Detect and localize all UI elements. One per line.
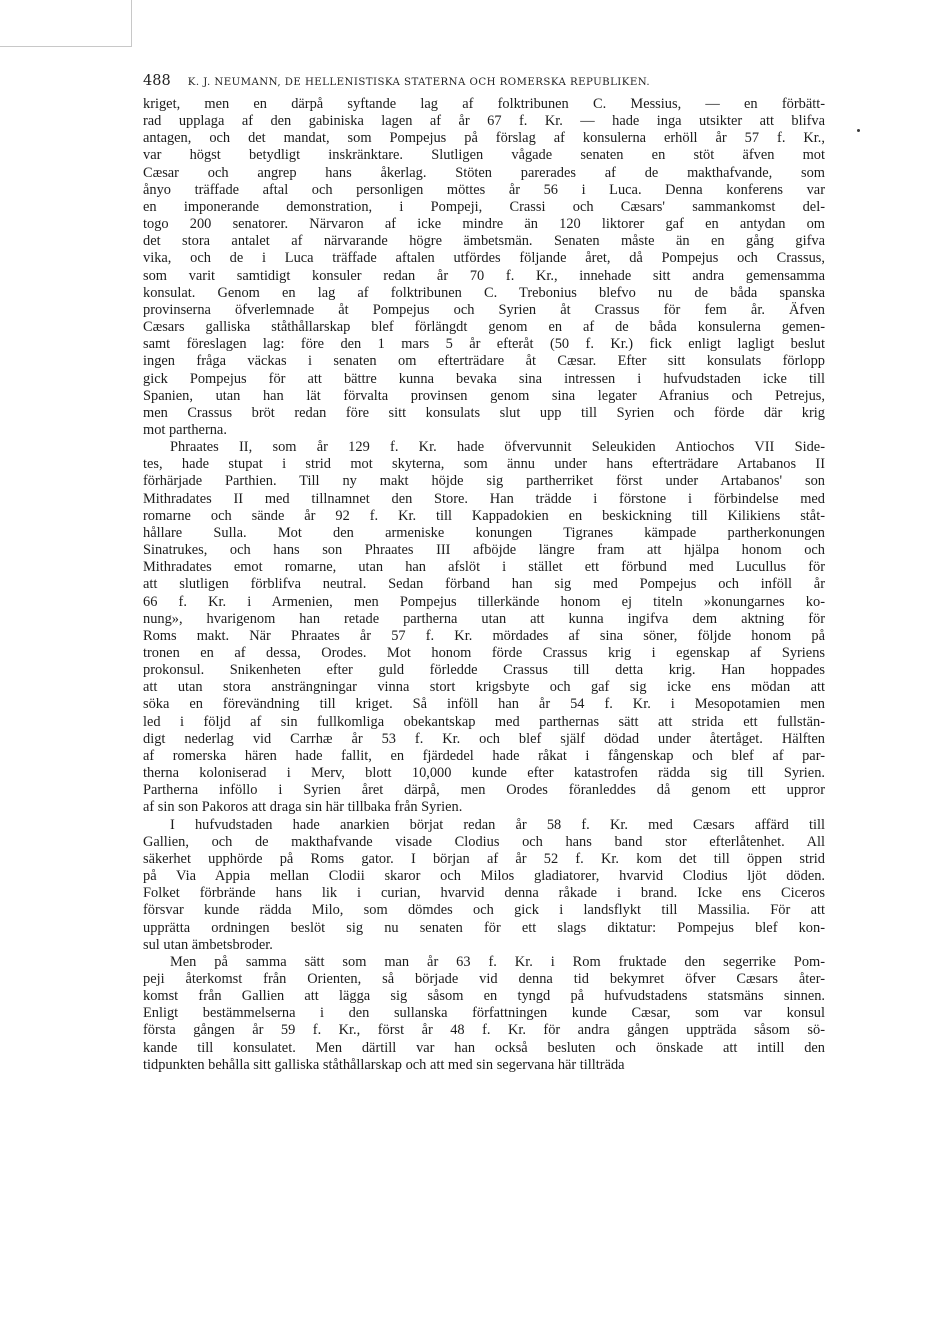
text-line: Cæsars galliska ståthållarskap blef förlängdt genom en af de båda konsulerna gemen-	[143, 319, 825, 336]
text-line: antagen, och det mandat, som Pompejus på förslag af konsulerna erhöll år 57 f. Kr.,	[143, 130, 825, 147]
text-line: säkerhet upphörde på Roms gator. I början af år 52 f. Kr. kom det till öppen strid	[143, 850, 825, 867]
text-line: Gallien, och de makthafvande visade Clodius och hans band stor efterlåtenhet. All	[143, 833, 825, 850]
text-line: tes, hade stupat i strid mot skyterna, som ännu under hans efterträdare Artabanos II	[143, 456, 825, 473]
text-line: samt föreslagen lag: före den 1 mars 5 år efteråt (50 f. Kr.) fick enligt lagligt beslut	[143, 336, 825, 353]
text-line: konsulat. Genom en lag af folktribunen C. Trebonius blefvo nu de båda spanska	[143, 284, 825, 301]
text-line: led i följd af sin fullkomliga obekantskap med parthernas sätt att strida ett fullstän-	[143, 713, 825, 730]
text-line: men Crassus bröt redan före sitt konsulats slut upp till Syrien och förde där krig	[143, 404, 825, 421]
text-line: af romerska hären hade fallit, en fjärdedel hade råkat i fångenskap och blef af par-	[143, 747, 825, 764]
scan-speck	[857, 129, 860, 132]
paragraph	[143, 817, 825, 954]
text-line: Enligt bestämmelserna i den sullanska författningen kunde Cæsar, som var konsul	[143, 1005, 825, 1022]
text-line: Sinatrukes, och hans son Phraates III afböjde längre fram att hjälpa honom och	[143, 542, 825, 559]
text-line: peji återkomst från Orienten, så började vid denna tid bekymret öfver Cæsars åter-	[143, 970, 825, 987]
scan-frame-edge	[0, 0, 132, 47]
text-line: Spanien, utan han lät förvalta provinsen genom sina legater Afranius och Petrejus,	[143, 387, 825, 404]
text-line: på Via Appia mellan Clodii skaror och Milos gladiatorer, hvarvid Clodius ljöt döden.	[143, 868, 825, 885]
text-line: rad upplaga af den gabiniska lagen af år 67 f. Kr. — hade inga utsikter att blifva	[143, 113, 825, 130]
text-line: Mithradates II med tillnamnet den Store. Han trädde i förstone i förbindelse med	[143, 490, 825, 507]
page-number: 488	[143, 73, 171, 89]
text-line: förhärjade Parthien. Till ny makt höjde sig partherriket först under Artabanos' son	[143, 473, 825, 490]
paragraph	[143, 96, 825, 439]
text-line: tidpunkten behålla sitt galliska ståthållarskap och att med sin segervana här tillträda	[143, 1056, 625, 1073]
text-line: söka en förevändning till kriget. Så inföll han år 54 f. Kr. i Mesopotamien men	[143, 696, 825, 713]
paragraph	[143, 439, 825, 816]
text-line: Men på samma sätt som man år 63 f. Kr. i Rom fruktade den segerrike Pom-	[170, 953, 825, 970]
text-line: att utan stora ansträngningar vinna stort krigsbyte och gaf sig icke ens mödan att	[143, 679, 825, 696]
text-line: Phraates II, som år 129 f. Kr. hade öfvervunnit Seleukiden Antiochos VII Side-	[170, 439, 825, 456]
text-line: romarne och sände år 92 f. Kr. till Kappadokien en beskickning till Kilikiens ståt-	[143, 507, 825, 524]
text-line: togo 200 senatorer. Närvaron af icke mindre än 120 liktorer gaf en antydan om	[143, 216, 825, 233]
text-line: ånyo träffade aftal och personligen möttes år 56 i Luca. Denna konferens var	[143, 181, 825, 198]
text-line: en imponerande demonstration, i Pompeji, Crassi och Cæsars' sammankomst del-	[143, 198, 825, 215]
text-line: upprätta ordningen beslöt sig nu senaten för ett slags diktatur: Pompejus blef kon-	[143, 919, 825, 936]
text-line: sul utan ämbetsbroder.	[143, 936, 273, 953]
text-line: försvar kunde rädda Milo, som dömdes och gick i landsflykt till Massilia. För att	[143, 902, 825, 919]
page-header	[143, 70, 828, 89]
text-line: I hufvudstaden hade anarkien börjat redan år 58 f. Kr. med Cæsars affärd till	[170, 816, 825, 833]
text-line: det stora antalet af närvarande högre ämbetsmän. Senaten måste än en gång gifva	[143, 233, 825, 250]
text-line: kande till konsulatet. Men därtill var han också besluten och önskade att intill den	[143, 1039, 825, 1056]
text-line: Mithradates emot romarne, utan han afslöt i stället ett förbund med Lucullus för	[143, 559, 825, 576]
text-line: som varit samtidigt konsuler redan år 70 f. Kr., innehade sitt andra gemensamma	[143, 267, 825, 284]
text-line: ingen fråga väckas i senaten om efterträdare åt Cæsar. Efter sitt konsulats förlopp	[143, 353, 825, 370]
text-line: Roms makt. När Phraates år 57 f. Kr. mördades af sina söner, följde honom på	[143, 627, 825, 644]
text-line: tronen en af dessa, Orodes. Mot honom förde Crassus krig i egenskap af Syriens	[143, 645, 825, 661]
text-line: kriget, men en därpå syftande lag af folktribunen C. Messius, — en förbätt-	[143, 96, 825, 112]
text-line: Cæsar och angrep hans åkerlag. Stöten parerades af de makthafvande, som	[143, 164, 825, 181]
text-line: Folket förbrände hans lik i curian, hvarvid denna råkade i brand. Icke ens Ciceros	[143, 885, 825, 902]
text-line: komst från Gallien att lägga sig såsom en tyngd på hufvudstadens statsmäns sinnen.	[143, 988, 825, 1005]
text-line: digt nederlag vid Carrhæ år 53 f. Kr. och blef själf dödad under återtåget. Hälften	[143, 730, 825, 747]
running-title: K. J. NEUMANN, DE HELLENISTISKA STATERNA OCH ROMERSKA REPUBLIKEN.	[187, 77, 651, 88]
paragraph	[143, 954, 825, 1074]
text-line: therna koloniserad i Merv, blott 10,000 kunde efter katastrofen rädda sig till Syrien.	[143, 765, 825, 782]
text-line: 66 f. Kr. i Armenien, men Pompejus tillerkände honom ej titeln »konungarnes ko-	[143, 593, 825, 610]
text-line: var högst betydligt inskränktare. Slutligen vågade senaten en stöt äfven mot	[143, 147, 825, 164]
text-line: af sin son Pakoros att draga sin här tillbaka från Syrien.	[143, 799, 463, 816]
text-line: provinserna öfverlemnade åt Pompejus och Syrien åt Crassus för fem år. Äfven	[143, 301, 825, 318]
text-line: prokonsul. Snikenheten efter guld förledde Crassus till detta krig. Han hoppades	[143, 662, 825, 679]
text-line: vika, och de i Luca träffade aftalen utfördes följande året, då Pompejus och Crassus,	[143, 250, 825, 267]
text-line: gick Pompejus för att bättre kunna bevaka sina intressen i hufvudstaden icke till	[143, 370, 825, 387]
text-line: mot partherna.	[143, 421, 227, 438]
body-text	[143, 96, 825, 1074]
text-line: Partherna inföllo i Syrien året därpå, men Orodes föranleddes då genom ett uppror	[143, 782, 825, 799]
text-line: hållare Sulla. Mot den armeniske konungen Tigranes kämpade partherkonungen	[143, 524, 825, 541]
text-line: första gången år 59 f. Kr., först år 48 f. Kr. för andra gången uppträda såsom sö-	[143, 1022, 825, 1039]
text-line: att slutligen förblifva neutral. Sedan förband han sig med Pompejus och inföll år	[143, 576, 825, 593]
text-line: nung», hvarigenom han retade partherna utan att kunna ingifva dem aktning för	[143, 610, 825, 627]
